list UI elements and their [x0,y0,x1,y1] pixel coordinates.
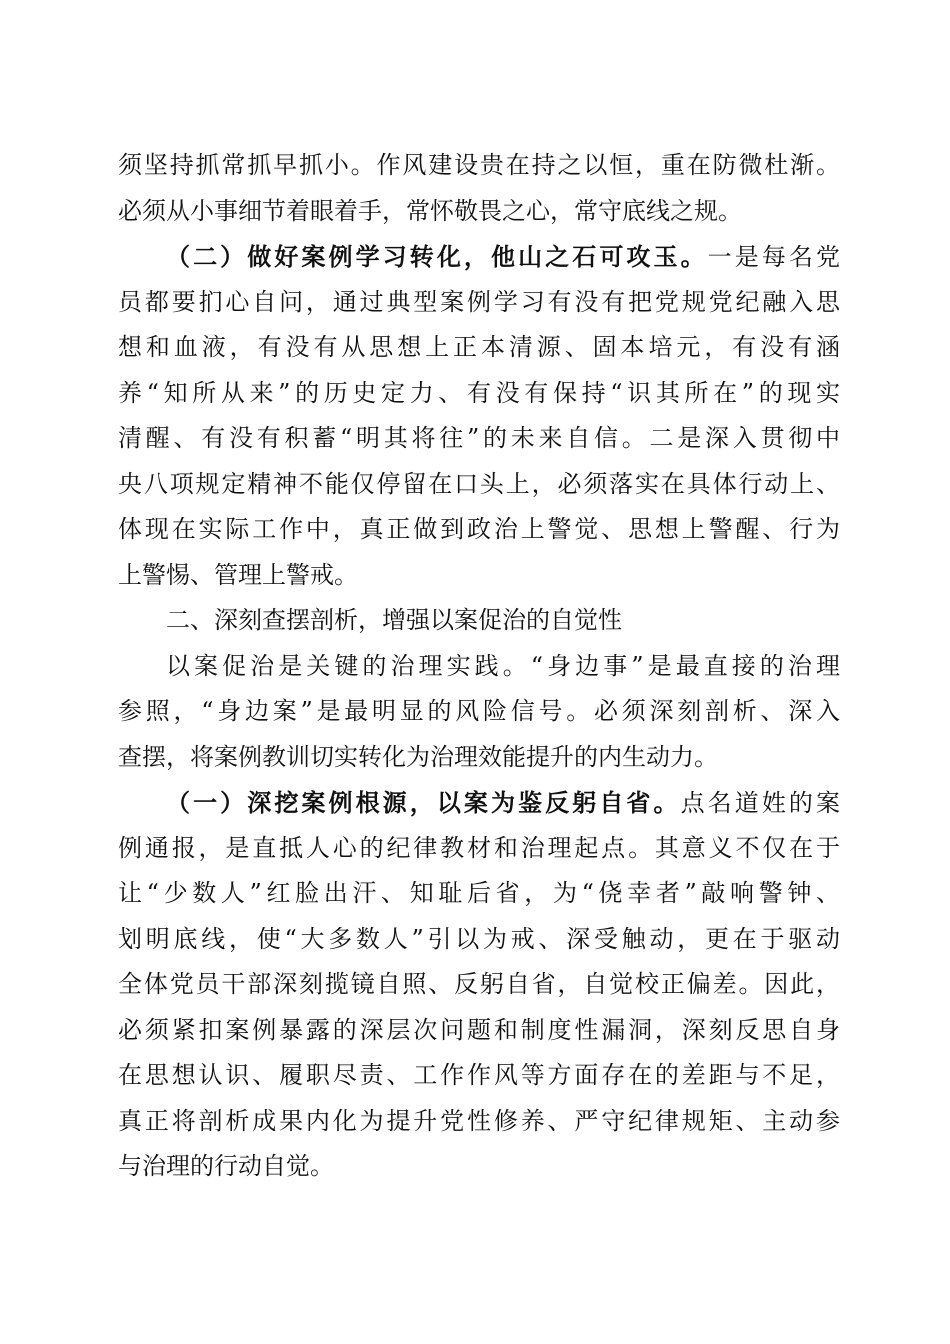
paragraph-line: 必须从小事细节着眼着手，常怀敬畏之心，常守底线之规。 [118,196,742,225]
paragraph-line: 全体党员干部深刻揽镜自照、反躬自省，自觉校正偏差。因此， [118,970,840,998]
subsection-title: （二）做好案例学习转化，他山之石可攻玉。 [166,242,708,271]
subsection-line [118,234,840,280]
paragraph-line: 参照，“身边案”是最明显的风险信号。必须深刻剖析、深入 [118,697,840,725]
paragraph-line: 清醒、有没有积蓄“明其将往”的未来自信。二是深入贯彻中 [118,424,840,452]
paragraph-line: 在思想认识、履职尽责、工作作风等方面存在的差距与不足， [118,1061,840,1089]
paragraph-line: 央八项规定精神不能仅停留在口头上，必须落实在具体行动上、 [118,469,840,498]
document-body [118,143,840,1190]
paragraph-text: 点名道姓的案 [680,789,841,817]
paragraph-line: 上警惕、管理上警戒。 [118,560,358,589]
paragraph-line: 必须紧扣案例暴露的深层次问题和制度性漏洞，深刻反思自身 [118,1015,840,1044]
paragraph-line: 体现在实际工作中，真正做到政治上警觉、思想上警醒、行为 [118,515,840,543]
paragraph-line: 查摆，将案例教训切实转化为治理效能提升的内生动力。 [118,742,718,771]
paragraph-line: 想和血液，有没有从思想上正本清源、固本培元，有没有涵 [118,333,840,361]
paragraph-line: 员都要扪心自问，通过典型案例学习有没有把党规党纪融入思 [118,287,840,316]
paragraph-line: 真正将剖析成果内化为提升党性修养、严守纪律规矩、主动参 [118,1106,840,1135]
paragraph-line: 须坚持抓常抓早抓小。作风建设贵在持之以恒，重在防微杜渐。 [118,151,840,179]
subsection-title: （一）深挖案例根源，以案为鉴反躬自省。 [166,788,681,817]
paragraph-line: 划明底线，使“大多数人”引以为戒、深受触动，更在于驱动 [118,924,840,953]
paragraph-line: 与治理的行动自觉。 [118,1152,334,1180]
paragraph-line: 例通报，是直抵人心的纪律教材和治理起点。其意义不仅在于 [118,833,840,862]
paragraph-text: 一是每名党 [707,243,841,271]
section-heading: 二、深刻查摆剖析，增强以案促治的自觉性 [166,606,622,634]
subsection-line [118,780,840,826]
paragraph-line: 养“知所从来”的历史定力、有没有保持“识其所在”的现实 [118,378,840,407]
paragraph-line: 让“少数人”红脸出汗、知耻后省，为“侥幸者”敲响警钟、 [118,879,840,907]
paragraph-line: 以案促治是关键的治理实践。“身边事”是最直接的治理 [166,651,840,680]
